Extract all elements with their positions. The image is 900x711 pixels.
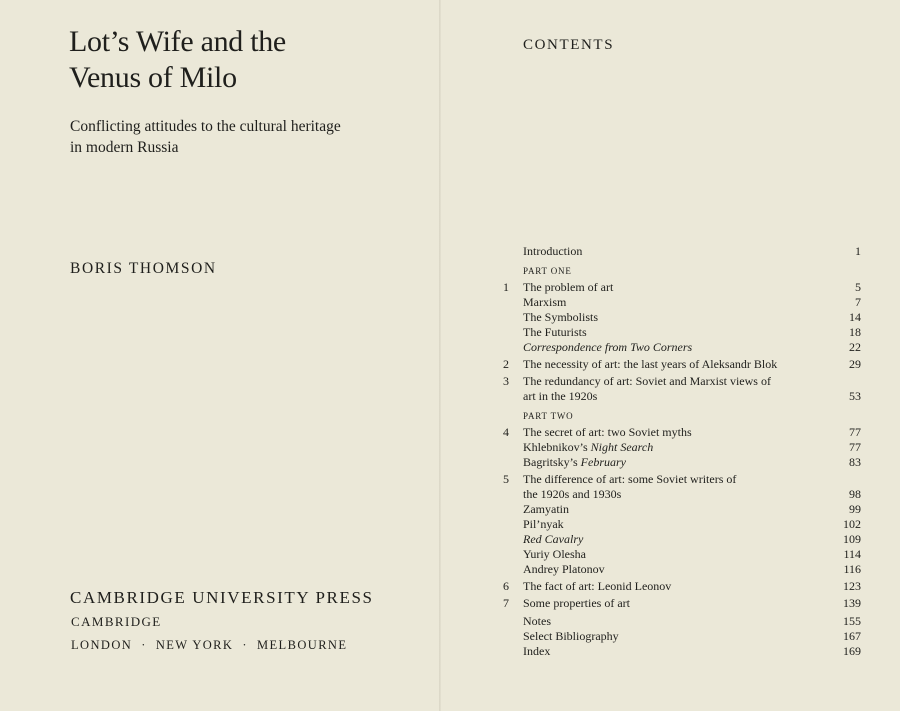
- book-title-line-1: Lot’s Wife and the: [69, 25, 286, 58]
- publisher-name: CAMBRIDGE UNIVERSITY PRESS: [70, 588, 374, 607]
- book-title: [69, 24, 286, 96]
- toc-page-number: 109: [843, 532, 861, 546]
- book-subtitle-line-1: Conflicting attitudes to the cultural heritage: [70, 118, 341, 135]
- toc-page-number: 155: [843, 614, 861, 628]
- toc-page-number: 5: [855, 280, 861, 294]
- toc-entry-title: Andrey Platonov: [523, 562, 605, 576]
- toc-chapter-number: 4: [503, 425, 509, 439]
- toc-page-number: 77: [849, 440, 861, 454]
- toc-entry-title: Some properties of art: [523, 596, 630, 610]
- toc-entry-title: Index: [523, 644, 551, 658]
- author-name: BORIS THOMSON: [70, 260, 217, 277]
- publisher-city: CAMBRIDGE: [71, 614, 162, 629]
- toc-page-number: 169: [843, 644, 861, 658]
- toc-page-number: 7: [855, 295, 861, 309]
- publisher-cities: LONDON · NEW YORK · MELBOURNE: [71, 638, 348, 652]
- toc-entry-title: The Futurists: [523, 325, 587, 339]
- toc-entry-title: Yuriy Olesha: [523, 547, 586, 561]
- toc-page-number: 18: [849, 325, 861, 339]
- toc-page-number: 99: [849, 502, 861, 516]
- toc-chapter-number: 7: [503, 596, 509, 610]
- toc-chapter-number: 3: [503, 374, 509, 388]
- toc-entry-title: Zamyatin: [523, 502, 569, 516]
- toc-entry-title: Red Cavalry: [523, 532, 584, 546]
- book-subtitle: [70, 116, 341, 158]
- toc-chapter-number: 5: [503, 472, 509, 486]
- toc-page-number: 14: [849, 310, 861, 324]
- title-page: [0, 0, 440, 711]
- toc-chapter-number: 2: [503, 357, 509, 371]
- toc-entry-title: Pil’nyak: [523, 517, 564, 531]
- toc-page-number: 102: [843, 517, 861, 531]
- toc-chapter-number: 6: [503, 579, 509, 593]
- toc-page-number: 53: [849, 389, 861, 403]
- toc-entry-title: The difference of art: some Soviet writers of the 1920s and 1930s: [523, 472, 737, 501]
- toc-entry-title: Notes: [523, 614, 551, 628]
- toc-page-number: 77: [849, 425, 861, 439]
- book-subtitle-line-2: in modern Russia: [70, 139, 179, 156]
- toc-page-number: 167: [843, 629, 861, 643]
- toc-page-number: 29: [849, 357, 861, 371]
- contents-page: [441, 0, 900, 711]
- toc-entry-title: Marxism: [523, 295, 567, 309]
- toc-page-number: 83: [849, 455, 861, 469]
- toc-page-number: 114: [843, 547, 861, 561]
- toc-entry-title: The redundancy of art: Soviet and Marxist views of art in the 1920s: [523, 374, 771, 403]
- toc-entry-title: The secret of art: two Soviet myths: [523, 425, 692, 439]
- toc-entry-title: Bagritsky’s February: [523, 455, 626, 469]
- toc-page-number: 123: [843, 579, 861, 593]
- toc-part-label: PART ONE: [523, 266, 572, 276]
- toc-entry-italic-title: February: [580, 455, 626, 469]
- book-title-line-2: Venus of Milo: [69, 61, 237, 94]
- toc-entry-italic-title: Night Search: [590, 440, 654, 454]
- toc-entry-title: The Symbolists: [523, 310, 599, 324]
- contents-heading: CONTENTS: [523, 37, 615, 53]
- toc-chapter-number: 1: [503, 280, 509, 294]
- toc-page-number: 22: [849, 340, 861, 354]
- table-of-contents: [441, 0, 900, 711]
- toc-entry-title: The fact of art: Leonid Leonov: [523, 579, 672, 593]
- toc-entry-title: The necessity of art: the last years of Aleksandr Blok: [523, 357, 778, 371]
- toc-entry-title: Khlebnikov’s Night Search: [523, 440, 654, 454]
- toc-entry-title: Introduction: [523, 244, 583, 258]
- toc-entry-title: The problem of art: [523, 280, 614, 294]
- toc-page-number: 116: [843, 562, 861, 576]
- toc-page-number: 1: [855, 244, 861, 258]
- toc-page-number: 98: [849, 487, 861, 501]
- toc-page-number: 139: [843, 596, 861, 610]
- toc-entry-title: Select Bibliography: [523, 629, 619, 643]
- toc-entry-title: Correspondence from Two Corners: [523, 340, 693, 354]
- toc-part-label: PART TWO: [523, 411, 574, 421]
